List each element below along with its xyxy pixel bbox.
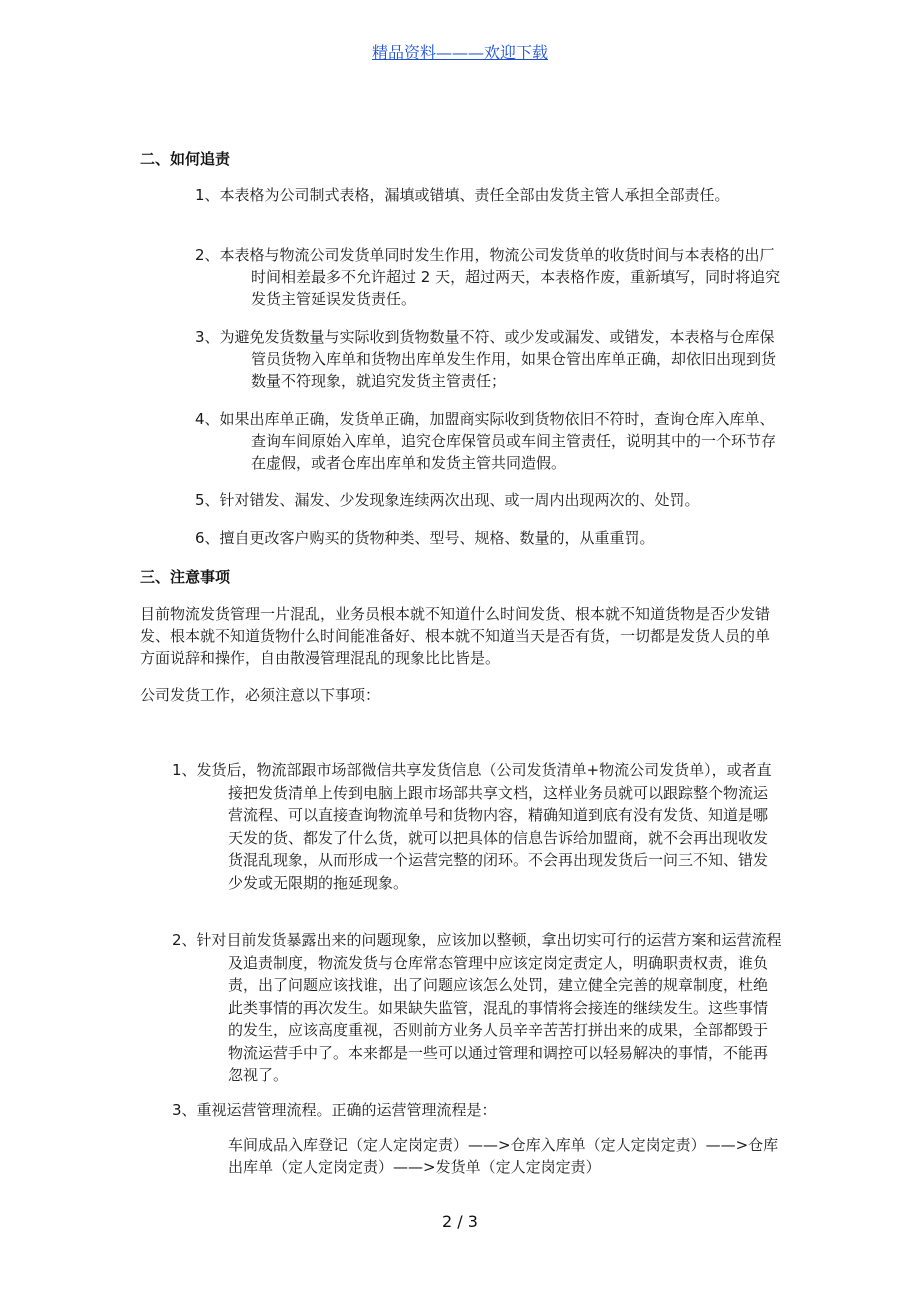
section-3-item-2: 2、针对目前发货暴露出来的问题现象，应该加以整顿，拿出切实可行的运营方案和运营流程及追责制度，物流发货与仓库常态管理中应该定岗定责定人，明确职责权责，谁负责，出了问题应该找谁，出了问题应该怎么处罚，建立健全完善的规章制度，杜绝此类事情的再次发生。如果缺失监管，混乱的事情将会接连的继续发生。这些事情的发生，应该高度重视，否则前方业务人员辛辛苦苦打拼出来的成果，全部都毁于物流运营手中了。本来都是一些可以通过管理和调控可以轻易解决的事情，不能再忽视了。 [172,931,782,1084]
download-header-link[interactable]: 精品资料———欢迎下载 [371,43,548,62]
section-3-heading: 三、注意事项 [140,568,231,586]
process-flow: 车间成品入库登记（定人定岗定责）——>仓库入库单（定人定岗定责）——>仓库出库单（定人定岗定责）——>发货单（定人定岗定责） [228,1136,779,1176]
section-3-intro: 目前物流发货管理一片混乱，业务员根本就不知道什么时间发货、根本就不知道货物是否少发错发、根本就不知道货物什么时间能准备好、根本就不知道当天是否有货，一切都是发货人员的单方面说辞和操作，自由散漫管理混乱的现象比比皆是。 [140,605,771,667]
section-3-item-1: 1、发货后，物流部跟市场部微信共享发货信息（公司发货清单+物流公司发货单），或者直接把发货清单上传到电脑上跟市场部共享文档，这样业务员就可以跟踪整个物流运营流程、可以直接查询物流单号和货物内容，精确知道到底有没有发货、知道是哪天发的货、都发了什么货，就可以把具体的信息告诉给加盟商，就不会再出现收发货混乱现象，从而形成一个运营完整的闭环。不会再出现发货后一问三不知、错发少发或无限期的拖延现象。 [172,761,772,892]
section-2-item-4: 4、如果出库单正确，发货单正确，加盟商实际收到货物依旧不符时，查询仓库入库单、查询车间原始入库单，追究仓库保管员或车间主管责任，说明其中的一个环节存在虚假，或者仓库出库单和发货主管共同造假。 [195,410,777,472]
section-2-item-5: 5、针对错发、漏发、少发现象连续两次出现、或一周内出现两次的、处罚。 [195,491,700,509]
section-2-item-3: 3、为避免发货数量与实际收到货物数量不符、或少发或漏发、或错发，本表格与仓库保管员货物入库单和货物出库单发生作用，如果仓管出库单正确，却依旧出现到货数量不符现象，就追究发货主管责任； [195,328,777,390]
page-number: 2 / 3 [442,1212,478,1231]
section-2-item-2: 2、本表格与物流公司发货单同时发生作用，物流公司发货单的收货时间与本表格的出厂时间相差最多不允许超过 2 天，超过两天，本表格作废，重新填写，同时将追究发货主管延误发货责任。 [195,246,781,308]
section-3-notice: 公司发货工作，必须注意以下事项： [140,686,381,704]
section-3-item-3: 3、重视运营管理流程。正确的运营管理流程是： [172,1101,497,1119]
section-2-item-1: 1、本表格为公司制式表格，漏填或错填、责任全部由发货主管人承担全部责任。 [195,186,730,204]
section-2-heading: 二、如何追责 [140,150,231,168]
section-2-item-6: 6、擅自更改客户购买的货物种类、型号、规格、数量的，从重重罚。 [195,529,655,547]
